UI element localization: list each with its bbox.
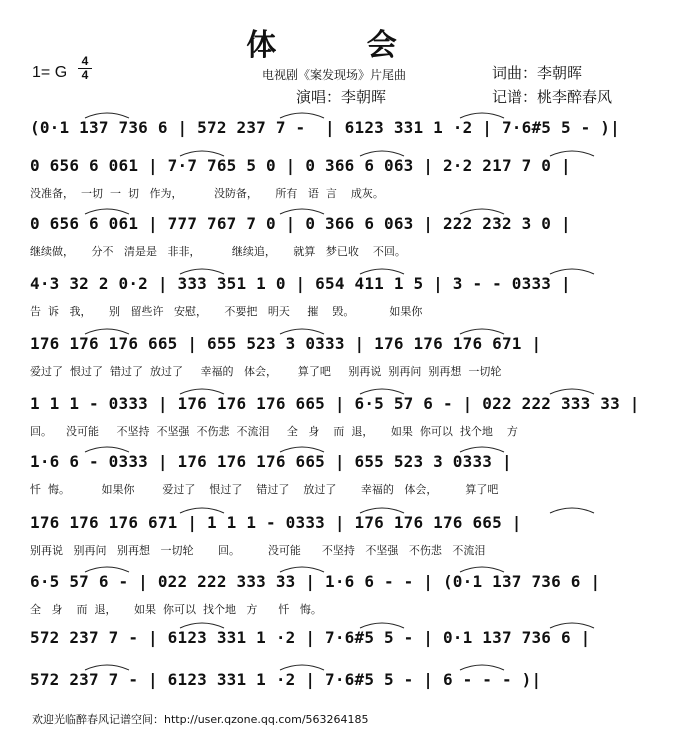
slur-arc	[460, 329, 504, 334]
notation-line: 176 176 176 665 | 655 523 3 0333 | 176 176 176 671 |	[30, 334, 542, 353]
slur-arc	[460, 567, 504, 572]
slur-arc	[180, 151, 224, 156]
lyrics-line: 继续做， 分不 清是是 非非， 继续追， 就算 梦已收 不回。	[30, 245, 406, 258]
slur-arc	[360, 623, 404, 628]
lyricist-composer: 词曲：李朝晖	[492, 64, 583, 82]
slur-arc	[550, 389, 594, 394]
slur-arc	[360, 389, 404, 394]
slur-marks	[30, 658, 645, 672]
slur-arc	[85, 665, 129, 670]
lyrics-line: 全 身 而 退， 如果 你可以 找个地 方 忏 悔。	[30, 603, 322, 616]
slur-marks	[30, 440, 645, 454]
slur-arc	[460, 665, 504, 670]
lyrics-line: 爱过了 恨过了 错过了 放过了 幸福的 体会， 算了吧 别再说 别再问 别再想 一切轮	[30, 365, 502, 378]
time-signature-top: 4	[81, 54, 89, 68]
notation-line: (0·1 137 736 6 | 572 237 7 - | 6123 331 1 ·2 | 7·6#5 5 - )|	[30, 118, 620, 137]
song-subtitle: 电视剧《案发现场》片尾曲	[262, 68, 407, 82]
slur-arc	[280, 665, 324, 670]
slur-arc	[360, 508, 404, 513]
slur-marks	[30, 382, 645, 396]
notation-line: 572 237 7 - | 6123 331 1 ·2 | 7·6#5 5 - | 0·1 137 736 6 |	[30, 628, 591, 647]
time-signature-bottom: 4	[81, 68, 89, 82]
slur-marks	[30, 202, 645, 216]
slur-arc	[460, 209, 504, 214]
footer-link: 欢迎光临醉春风记谱空间：http://user.qzone.qq.com/563264185	[32, 713, 369, 726]
slur-marks	[30, 322, 645, 336]
slur-arc	[180, 623, 224, 628]
slur-marks	[30, 106, 645, 120]
lyrics-line: 忏 悔。 如果你 爱过了 恨过了 错过了 放过了 幸福的 体会， 算了吧	[30, 483, 499, 496]
lyrics-line: 告 诉 我， 别 留些许 安慰， 不要把 明天 摧 毁。 如果你	[30, 305, 423, 318]
slur-arc	[280, 567, 324, 572]
slur-marks	[30, 144, 645, 158]
notation-line: 6·5 57 6 - | 022 222 333 33 | 1·6 6 - - | (0·1 137 736 6 |	[30, 572, 601, 591]
slur-arc	[550, 508, 594, 513]
slur-arc	[360, 269, 404, 274]
transcriber: 记谱：桃李醉春风	[492, 88, 613, 106]
slur-marks	[30, 501, 645, 515]
slur-arc	[460, 447, 504, 452]
notation-line: 572 237 7 - | 6123 331 1 ·2 | 7·6#5 5 - | 6 - - - )|	[30, 670, 542, 689]
slur-arc	[550, 151, 594, 156]
slur-arc	[460, 113, 504, 118]
notation-line: 0 656 6 061 | 777 767 7 0 | 0 366 6 063 | 222 232 3 0 |	[30, 214, 571, 233]
slur-arc	[550, 269, 594, 274]
slur-arc	[85, 209, 129, 214]
slur-arc	[180, 508, 224, 513]
lyrics-line: 别再说 别再问 别再想 一切轮 回。 没可能 不坚持 不坚强 不伤悲 不流泪	[30, 544, 486, 557]
notation-line: 1·6 6 - 0333 | 176 176 176 665 | 655 523 3 0333 |	[30, 452, 512, 471]
notation-line: 0 656 6 061 | 7·7 765 5 0 | 0 366 6 063 | 2·2 217 7 0 |	[30, 156, 571, 175]
song-title: 体 会	[246, 28, 437, 63]
lyrics-line: 没准备， 一切 一 切 作为， 没防备， 所有 语 言 成灰。	[30, 187, 384, 200]
slur-arc	[180, 389, 224, 394]
notation-line: 176 176 176 671 | 1 1 1 - 0333 | 176 176 176 665 |	[30, 513, 522, 532]
singer: 演唱：李朝晖	[296, 88, 387, 106]
slur-arc	[360, 151, 404, 156]
notation-line: 4·3 32 2 0·2 | 333 351 1 0 | 654 411 1 5 | 3 - - 0333 |	[30, 274, 571, 293]
key-signature: 1= G	[32, 64, 68, 81]
lyrics-line: 回。 没可能 不坚持 不坚强 不伤悲 不流泪 全 身 而 退， 如果 你可以 找个地 方	[30, 425, 518, 438]
slur-arc	[280, 113, 324, 118]
slur-marks	[30, 262, 645, 276]
slur-arc	[85, 567, 129, 572]
slur-arc	[85, 447, 129, 452]
slur-marks	[30, 560, 645, 574]
time-signature	[78, 56, 92, 81]
slur-arc	[180, 269, 224, 274]
slur-arc	[280, 447, 324, 452]
notation-line: 1 1 1 - 0333 | 176 176 176 665 | 6·5 57 6 - | 022 222 333 33 |	[30, 394, 640, 413]
slur-arc	[550, 623, 594, 628]
slur-arc	[280, 209, 324, 214]
slur-arc	[85, 113, 129, 118]
slur-marks	[30, 616, 645, 630]
slur-arc	[85, 329, 129, 334]
slur-arc	[280, 329, 324, 334]
